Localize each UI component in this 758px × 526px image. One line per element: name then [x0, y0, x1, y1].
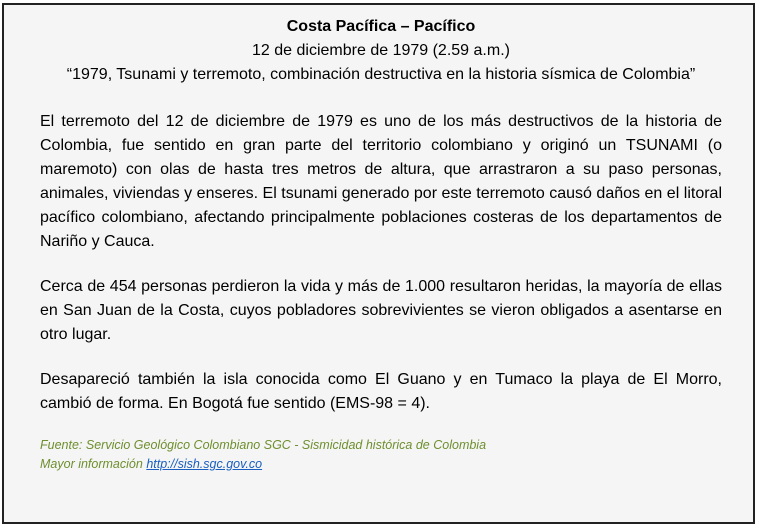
- card-header: [40, 15, 722, 87]
- card-content: [40, 15, 722, 474]
- info-card: [2, 3, 755, 524]
- event-date: 12 de diciembre de 1979 (2.59 a.m.): [252, 42, 510, 59]
- paragraph-earthquake-summary: El terremoto del 12 de diciembre de 1979 es uno de los más destructivos de la historia de Colombia, fue sentido en gran parte del territorio colombiano y originó un TSUNAMI (o maremoto) con olas de hasta tres metros de altura, que arrastraron a su paso personas, animales, viviendas y enseres. El tsunami generado por este terremoto causó daños en el litoral pacífico colombiano, afectando principalmente poblaciones costeras de los departamentos de Nariño y Cauca.: [40, 113, 722, 250]
- more-info-line: [40, 455, 722, 474]
- event-quote: “1979, Tsunami y terremoto, combinación destructiva en la historia sísmica de Colombia”: [66, 66, 696, 83]
- paragraph-casualties: Cerca de 454 personas perdieron la vida y más de 1.000 resultaron heridas, la mayoría de ellas en San Juan de la Costa, cuyos pobladores sobrevivientes se vieron obligados a asentarse en otro lugar.: [40, 278, 722, 343]
- sgc-link[interactable]: http://sish.sgc.gov.co: [146, 457, 263, 471]
- source-note: [40, 436, 722, 474]
- more-info-label: Mayor información: [40, 457, 143, 471]
- source-citation: Fuente: Servicio Geológico Colombiano SGC - Sismicidad histórica de Colombia: [40, 438, 487, 452]
- paragraph-effects: Desapareció también la isla conocida como El Guano y en Tumaco la playa de El Morro, cambió de forma. En Bogotá fue sentido (EMS-98 = 4).: [40, 371, 722, 412]
- card-title: Costa Pacífica – Pacífico: [286, 18, 476, 35]
